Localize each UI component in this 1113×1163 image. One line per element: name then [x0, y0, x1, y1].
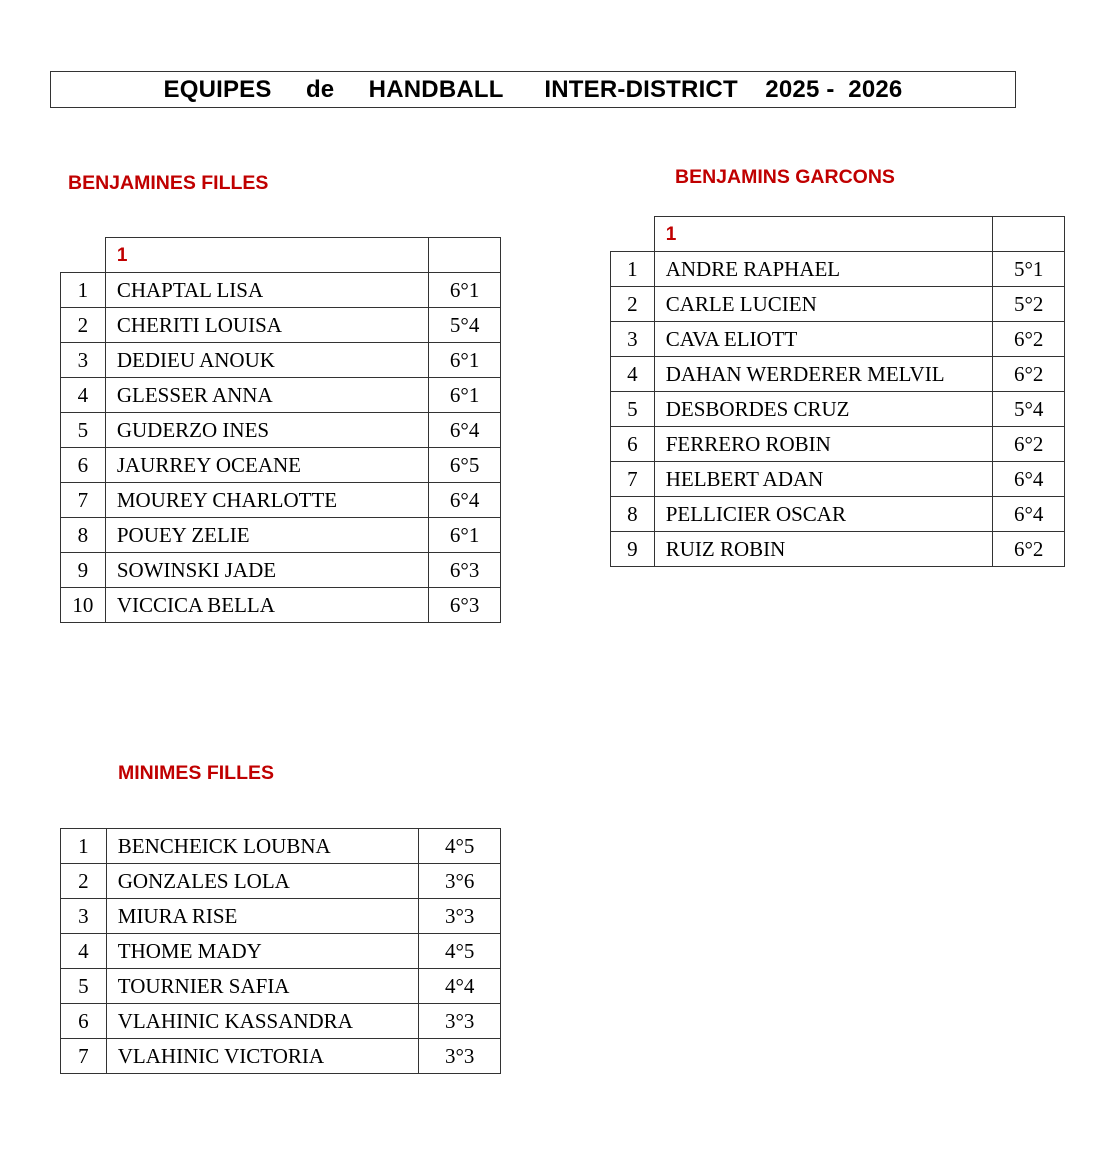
row-number: 7	[61, 1039, 107, 1074]
table-row	[61, 273, 501, 308]
student-class: 6°2	[993, 427, 1065, 462]
student-class: 3°3	[419, 899, 501, 934]
table-row	[61, 899, 501, 934]
row-number: 7	[61, 483, 106, 518]
student-class: 4°5	[419, 829, 501, 864]
minimes-filles-table	[60, 828, 501, 1074]
row-number: 1	[61, 829, 107, 864]
student-name: TOURNIER SAFIA	[106, 969, 419, 1004]
student-name: GUDERZO INES	[105, 413, 428, 448]
student-name: VLAHINIC KASSANDRA	[106, 1004, 419, 1039]
team-header-row	[611, 217, 1065, 252]
table-row	[61, 343, 501, 378]
student-name: JAURREY OCEANE	[105, 448, 428, 483]
student-class: 5°2	[993, 287, 1065, 322]
row-number: 10	[61, 588, 106, 623]
student-name: FERRERO ROBIN	[654, 427, 993, 462]
row-number: 5	[611, 392, 655, 427]
table-row	[611, 322, 1065, 357]
student-class: 6°1	[429, 343, 501, 378]
row-number: 6	[61, 1004, 107, 1039]
table-row	[61, 1039, 501, 1074]
table-row	[61, 413, 501, 448]
student-class: 6°4	[993, 462, 1065, 497]
table-row	[61, 448, 501, 483]
row-number: 8	[61, 518, 106, 553]
table-row	[61, 1004, 501, 1039]
team-number: 1	[654, 217, 993, 252]
student-name: ANDRE RAPHAEL	[654, 252, 993, 287]
table-row	[61, 483, 501, 518]
benjamines-filles-table	[60, 237, 501, 623]
student-name: PELLICIER OSCAR	[654, 497, 993, 532]
document-title-box	[50, 71, 1016, 108]
row-number: 1	[611, 252, 655, 287]
row-number: 3	[61, 343, 106, 378]
student-name: CARLE LUCIEN	[654, 287, 993, 322]
table-row	[61, 934, 501, 969]
row-number: 6	[611, 427, 655, 462]
student-name: GLESSER ANNA	[105, 378, 428, 413]
team-number: 1	[105, 238, 428, 273]
student-class: 6°3	[429, 588, 501, 623]
row-number: 3	[61, 899, 107, 934]
student-name: MOUREY CHARLOTTE	[105, 483, 428, 518]
table-row	[611, 357, 1065, 392]
table-row	[61, 588, 501, 623]
row-number: 1	[61, 273, 106, 308]
row-number: 3	[611, 322, 655, 357]
table-row	[611, 252, 1065, 287]
row-number: 2	[61, 864, 107, 899]
student-class: 3°6	[419, 864, 501, 899]
student-class: 5°4	[993, 392, 1065, 427]
row-number: 4	[611, 357, 655, 392]
table-row	[61, 308, 501, 343]
table-row	[61, 969, 501, 1004]
row-number: 4	[61, 934, 107, 969]
row-number: 9	[61, 553, 106, 588]
table-row	[611, 532, 1065, 567]
student-name: VICCICA BELLA	[105, 588, 428, 623]
row-number: 7	[611, 462, 655, 497]
student-name: THOME MADY	[106, 934, 419, 969]
row-number: 5	[61, 413, 106, 448]
student-class: 6°3	[429, 553, 501, 588]
student-name: DESBORDES CRUZ	[654, 392, 993, 427]
student-class: 4°5	[419, 934, 501, 969]
row-number: 8	[611, 497, 655, 532]
section-title-benjamins-garcons: BENJAMINS GARCONS	[675, 166, 895, 188]
section-title-benjamines-filles: BENJAMINES FILLES	[68, 172, 269, 194]
student-class: 6°5	[429, 448, 501, 483]
table-row	[61, 518, 501, 553]
table-row	[61, 378, 501, 413]
student-name: DAHAN WERDERER MELVIL	[654, 357, 993, 392]
student-name: CHERITI LOUISA	[105, 308, 428, 343]
table-row	[61, 829, 501, 864]
table-row	[611, 287, 1065, 322]
section-title-minimes-filles: MINIMES FILLES	[118, 762, 274, 784]
student-name: RUIZ ROBIN	[654, 532, 993, 567]
student-class: 5°1	[993, 252, 1065, 287]
student-class: 5°4	[429, 308, 501, 343]
student-name: BENCHEICK LOUBNA	[106, 829, 419, 864]
student-name: CHAPTAL LISA	[105, 273, 428, 308]
table-row	[611, 427, 1065, 462]
row-number: 5	[61, 969, 107, 1004]
row-number: 2	[61, 308, 106, 343]
student-class: 6°1	[429, 518, 501, 553]
row-number: 2	[611, 287, 655, 322]
document-title: EQUIPES de HANDBALL INTER-DISTRICT 2025 - 2026	[163, 75, 903, 103]
student-name: CAVA ELIOTT	[654, 322, 993, 357]
student-class: 3°3	[419, 1039, 501, 1074]
table-row	[61, 864, 501, 899]
student-name: VLAHINIC VICTORIA	[106, 1039, 419, 1074]
student-class: 4°4	[419, 969, 501, 1004]
table-row	[611, 462, 1065, 497]
student-name: MIURA RISE	[106, 899, 419, 934]
student-class: 6°4	[429, 413, 501, 448]
student-name: DEDIEU ANOUK	[105, 343, 428, 378]
row-number: 6	[61, 448, 106, 483]
table-row	[611, 497, 1065, 532]
row-number: 4	[61, 378, 106, 413]
student-class: 3°3	[419, 1004, 501, 1039]
benjamins-garcons-table	[610, 216, 1065, 567]
team-header-row	[61, 238, 501, 273]
student-class: 6°2	[993, 322, 1065, 357]
row-number: 9	[611, 532, 655, 567]
table-row	[61, 553, 501, 588]
student-name: SOWINSKI JADE	[105, 553, 428, 588]
student-name: GONZALES LOLA	[106, 864, 419, 899]
student-class: 6°4	[429, 483, 501, 518]
student-class: 6°4	[993, 497, 1065, 532]
student-class: 6°2	[993, 357, 1065, 392]
student-name: POUEY ZELIE	[105, 518, 428, 553]
student-name: HELBERT ADAN	[654, 462, 993, 497]
student-class: 6°2	[993, 532, 1065, 567]
table-row	[611, 392, 1065, 427]
student-class: 6°1	[429, 378, 501, 413]
student-class: 6°1	[429, 273, 501, 308]
